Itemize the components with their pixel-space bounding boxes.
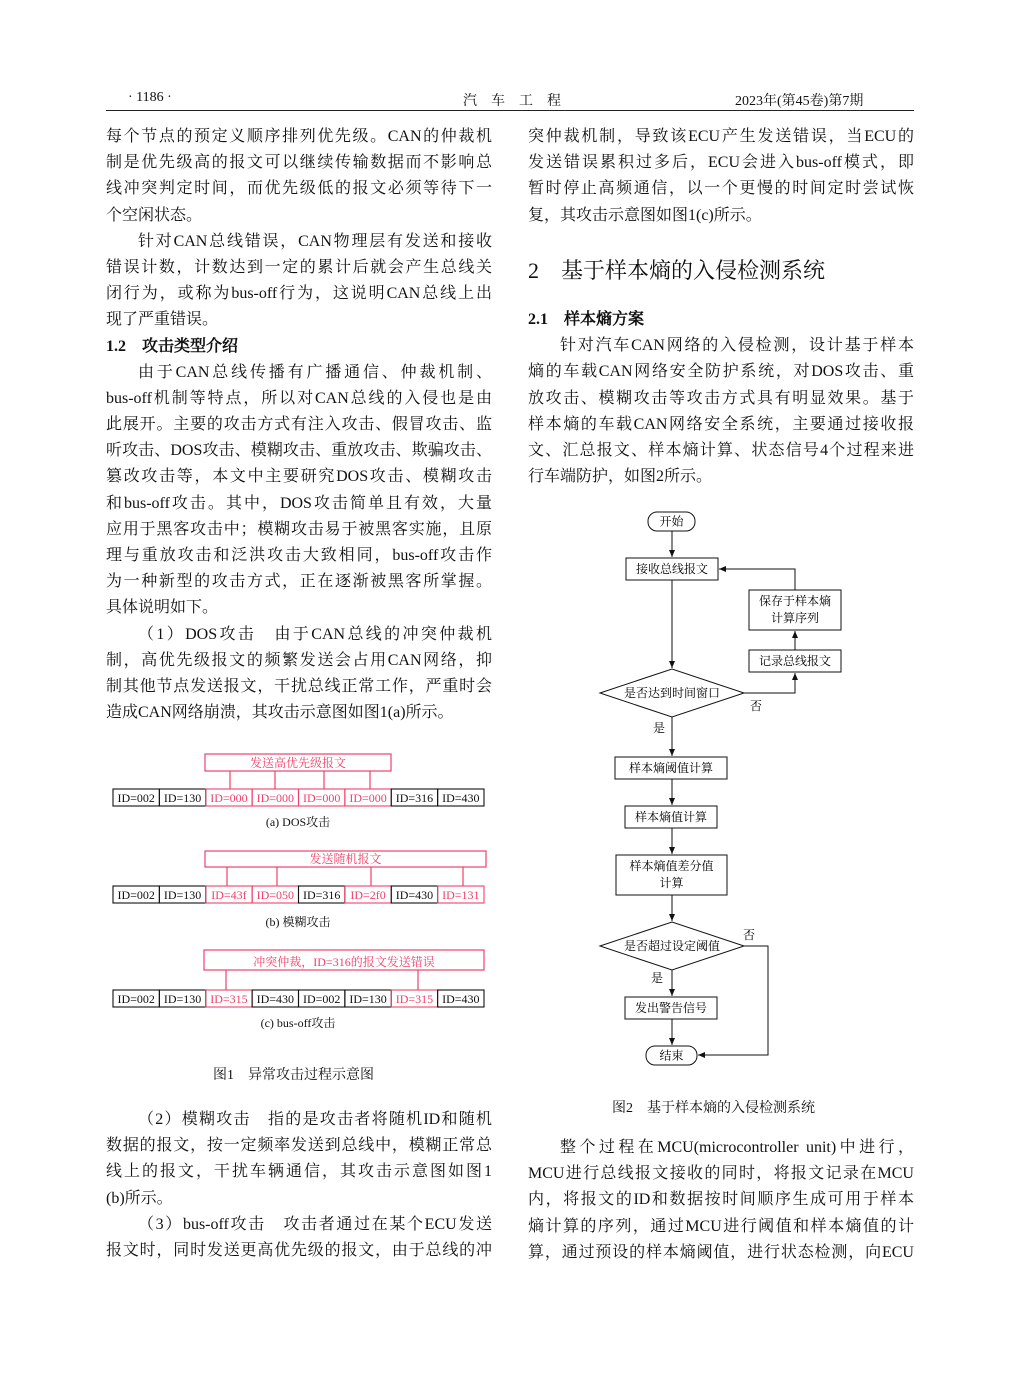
text-line: 算，通过预设的样本熵阈值，进行状态检测，向ECU: [528, 1243, 914, 1261]
start-node-label: 开始: [659, 514, 684, 529]
flow-arrow: [719, 569, 795, 590]
text-line: 针对汽车CAN网络的入侵检测，设计基于样本: [560, 337, 914, 355]
text-line: 制其他节点发送报文，干扰总线正常工作，严重时会: [106, 677, 492, 695]
figure-1-caption: 图1 异常攻击过程示意图: [213, 1068, 374, 1083]
branch-label: 是: [653, 721, 666, 735]
subfigure-label: (c) bus-off攻击: [260, 1016, 336, 1030]
threshold-box-label: 样本熵阈值计算: [628, 761, 714, 775]
text-line: 线上的报文，干扰车辆通信，其攻击示意图如图1: [106, 1163, 492, 1181]
threshold-decision-label: 是否超过设定阈值: [623, 939, 721, 953]
message-id: ID=315: [395, 992, 434, 1006]
text-line: （1）DOS攻击 由于CAN总线的冲突仲裁机: [138, 625, 492, 643]
message-id: ID=43f: [211, 888, 247, 902]
text-line: （3）bus-off攻击 攻击者通过在某个ECU发送: [138, 1215, 492, 1233]
text-line: 听攻击、DOS攻击、模糊攻击、重放攻击、欺骗攻击、: [106, 442, 492, 460]
branch-label: 否: [743, 928, 756, 942]
text-line: (b)所示。: [106, 1189, 173, 1207]
text-line: 复，其攻击示意图如图1(c)所示。: [528, 206, 762, 224]
subfigure-label: (a) DOS攻击: [265, 815, 331, 829]
page-number: · 1186 ·: [128, 90, 172, 105]
entropy-box-label: 样本熵值计算: [634, 810, 708, 824]
message-id: ID=2f0: [350, 888, 386, 902]
message-id: ID=050: [256, 888, 295, 902]
text-line: 具体说明如下。: [106, 599, 219, 617]
receive-box-label: 接收总线报文: [635, 562, 709, 576]
message-id: ID=130: [349, 992, 387, 1006]
text-line: 制，高优先级报文的频繁发送会占用CAN网络，抑: [106, 651, 492, 669]
text-line: bus-off机制等特点，所以对CAN总线的入侵也是由: [106, 389, 492, 407]
text-line: 应用于黑客攻击中；模糊攻击易于被黑客实施，且原: [106, 520, 492, 538]
text-line: 造成CAN网络崩溃，其攻击示意图如图1(a)所示。: [106, 704, 454, 722]
journal-name: 汽 车 工 程: [463, 94, 561, 109]
text-line: 样本熵的车载CAN网络安全系统，主要通过接收报: [528, 415, 914, 433]
text-line: 错误计数，计数达到一定的累计后就会产生总线关: [106, 258, 492, 276]
text-line: 放攻击、模糊攻击等攻击方式具有明显效果。基于: [528, 389, 914, 407]
text-line: 文、汇总报文、样本熵计算、状态信号4个过程来进: [528, 441, 914, 459]
text-line: 为一种新型的攻击方式，正在逐渐被黑客所掌握。: [106, 573, 492, 591]
diff-box-label: 样本熵值差分值: [629, 859, 714, 873]
text-line: 闭行为，或称为bus-off行为，这说明CAN总线上出: [106, 285, 492, 303]
figure-2-caption: 图2 基于样本熵的入侵检测系统: [612, 1101, 815, 1116]
message-id: ID=000: [210, 791, 248, 805]
diff-box-label: 计算: [659, 876, 684, 890]
text-line: 行车端防护，如图2所示。: [528, 468, 713, 486]
issue-info: 2023年(第45卷)第7期: [735, 94, 864, 109]
text-line: 突仲裁机制，导致该ECU产生发送错误，当ECU的: [528, 128, 914, 145]
text-line: 现了严重错误。: [106, 311, 219, 329]
message-id: ID=316: [395, 791, 434, 805]
text-line: 熵计算的序列，通过MCU进行阈值和样本熵值的计: [528, 1217, 914, 1235]
message-id: ID=130: [163, 888, 202, 902]
save-box-label: 计算序列: [770, 611, 820, 625]
message-id: ID=430: [442, 791, 480, 805]
message-id: ID=000: [349, 791, 387, 805]
message-id: ID=430: [256, 992, 295, 1006]
text-line: 由于CAN总线传播有广播通信、仲裁机制、: [138, 363, 492, 381]
banner-label: 发送随机报文: [309, 852, 382, 866]
message-id: ID=315: [210, 992, 248, 1006]
message-id: ID=002: [302, 992, 341, 1006]
branch-label: 否: [750, 699, 763, 713]
message-id: ID=316: [302, 888, 341, 902]
message-id: ID=130: [163, 791, 202, 805]
message-id: ID=002: [117, 888, 155, 902]
text-line: （2）模糊攻击 指的是攻击者将随机ID和随机: [138, 1111, 492, 1128]
text-line: 和bus-off攻击。其中，DOS攻击简单且有效，大量: [106, 494, 492, 512]
record-box-label: 记录总线报文: [758, 654, 832, 668]
text-line: 篡改攻击等，本文中主要研究DOS攻击、模糊攻击: [106, 468, 492, 486]
text-line: 针对CAN总线错误，CAN物理层有发送和接收: [138, 232, 492, 250]
text-line: 制是优先级高的报文可以继续传输数据而不影响总: [106, 154, 492, 172]
alarm-box-label: 发出警告信号: [634, 1001, 708, 1015]
message-id: ID=130: [163, 992, 202, 1006]
flow-arrow: [744, 673, 795, 693]
text-line: 整个过程在MCU(microcontroller unit)中进行，: [560, 1139, 914, 1156]
message-id: ID=000: [256, 791, 295, 805]
end-node-label: 结束: [659, 1048, 684, 1063]
banner-label: 发送高优先级报文: [249, 756, 347, 770]
message-id: ID=131: [442, 888, 480, 902]
message-id: ID=430: [442, 992, 480, 1006]
text-line: 内，将报文的ID和数据按时间顺序生成可用于样本: [528, 1191, 914, 1209]
text-line: 暂时停止高频通信，以一个更慢的时间定时尝试恢: [528, 180, 914, 198]
branch-label: 是: [651, 971, 664, 985]
section-2-title: 2 基于样本熵的入侵检测系统: [528, 258, 826, 283]
text-line: 报文时，同时发送更高优先级的报文，由于总线的冲: [106, 1241, 492, 1259]
text-line: 此展开。主要的攻击方式有注入攻击、假冒攻击、监: [106, 416, 492, 434]
message-id: ID=430: [395, 888, 434, 902]
section-heading: 2.1 样本熵方案: [528, 311, 645, 328]
text-line: 每个节点的预定义顺序排列优先级。CAN的仲裁机: [106, 128, 492, 145]
text-line: 发送错误累积过多后，ECU会进入bus-off模式，即: [528, 154, 914, 172]
section-heading: 1.2 攻击类型介绍: [106, 337, 239, 355]
subfigure-label: (b) 模糊攻击: [265, 915, 331, 929]
save-box-label: 保存于样本熵: [758, 594, 832, 608]
text-line: 数据的报文，按一定频率发送到总线中，模糊正常总: [106, 1137, 492, 1155]
text-line: MCU进行总线报文接收的同时，将报文记录在MCU: [528, 1165, 914, 1183]
flow-arrow: [698, 946, 768, 1055]
time-window-decision-label: 是否达到时间窗口: [623, 686, 721, 700]
text-line: 理与重放攻击和泛洪攻击大致相同，bus-off攻击作: [106, 547, 492, 564]
message-id: ID=002: [117, 791, 155, 805]
message-id: ID=000: [302, 791, 341, 805]
banner-label: 冲突仲裁，ID=316的报文发送错误: [253, 955, 435, 969]
text-line: 个空闲状态。: [106, 206, 203, 224]
text-line: 熵的车载CAN网络安全防护系统，对DOS攻击、重: [528, 363, 914, 381]
message-id: ID=002: [117, 992, 155, 1006]
text-line: 线冲突判定时间，而优先级低的报文必须等待下一: [106, 180, 492, 198]
